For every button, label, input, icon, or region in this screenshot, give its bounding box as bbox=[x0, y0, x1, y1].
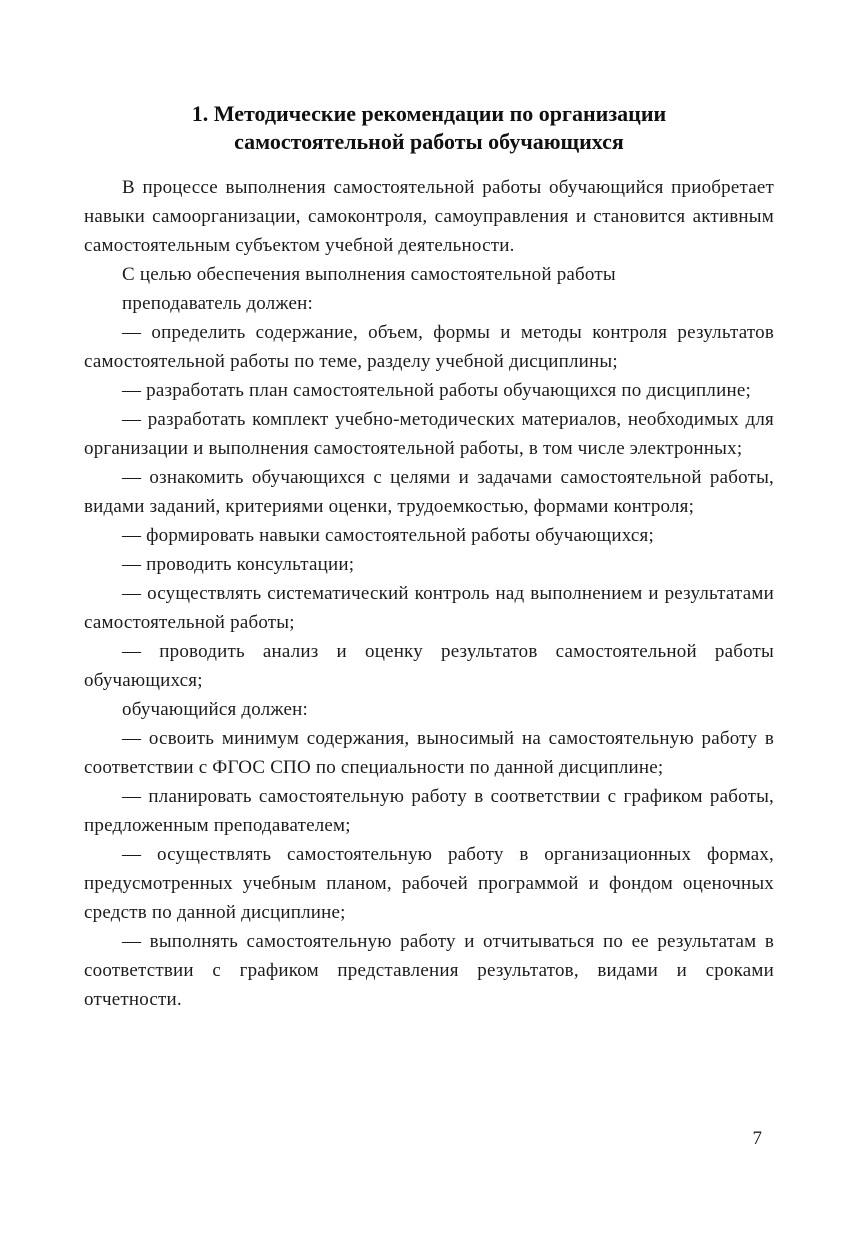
dash-item-define: — определить содержание, объем, формы и методы контроля результатов самостоятельной работы по теме, разделу учебной дисциплины; bbox=[84, 322, 774, 372]
page-number: 7 bbox=[752, 1128, 762, 1149]
dash-item-consultations: — проводить консультации; bbox=[122, 554, 355, 575]
lead-line-goal: С целью обеспечения выполнения самостоятельной работы bbox=[122, 264, 616, 285]
dash-item-materials: — разработать комплект учебно-методических материалов, необходимых для организации и выполнения самостоятельной работы, в том числе электронных; bbox=[84, 409, 774, 459]
document-body bbox=[84, 173, 774, 1014]
dash-item-familiarize: — ознакомить обучающихся с целями и задачами самостоятельной работы, видами заданий, критериями оценки, трудоемкостью, формами контроля; bbox=[84, 467, 774, 517]
section-heading bbox=[84, 100, 774, 156]
dash-item-analysis: — проводить анализ и оценку результатов самостоятельной работы обучающихся; bbox=[84, 641, 774, 691]
dash-item-plan-work: — планировать самостоятельную работу в соответствии с графиком работы, предложенным преподавателем; bbox=[84, 786, 774, 836]
paragraph-intro: В процессе выполнения самостоятельной работы обучающийся приобретает навыки самоорганизации, самоконтроля, самоуправления и становится активным самостоятельным субъектом учебной деятельности. bbox=[84, 177, 774, 256]
dash-item-control: — осуществлять систематический контроль над выполнением и результатами самостоятельной работы; bbox=[84, 583, 774, 633]
dash-item-plan: — разработать план самостоятельной работы обучающихся по дисциплине; bbox=[122, 380, 751, 401]
dash-item-report-results: — выполнять самостоятельную работу и отчитываться по ее результатам в соответствии с графиком представления результатов, видами и сроками отчетности. bbox=[84, 931, 774, 1010]
dash-item-perform-work: — осуществлять самостоятельную работу в организационных формах, предусмотренных учебным планом, рабочей программой и фондом оценочных средств по данной дисциплине; bbox=[84, 844, 774, 923]
dash-item-form-skills: — формировать навыки самостоятельной работы обучающихся; bbox=[122, 525, 654, 546]
section-heading-line-1: 1. Методические рекомендации по организации bbox=[191, 101, 667, 126]
section-heading-line-2: самостоятельной работы обучающихся bbox=[234, 129, 624, 154]
dash-item-master-minimum: — освоить минимум содержания, выносимый на самостоятельную работу в соответствии с ФГОС СПО по специальности по данной дисциплине; bbox=[84, 728, 774, 778]
lead-line-student-must: обучающийся должен: bbox=[122, 699, 308, 720]
lead-line-teacher-must: преподаватель должен: bbox=[122, 293, 313, 314]
